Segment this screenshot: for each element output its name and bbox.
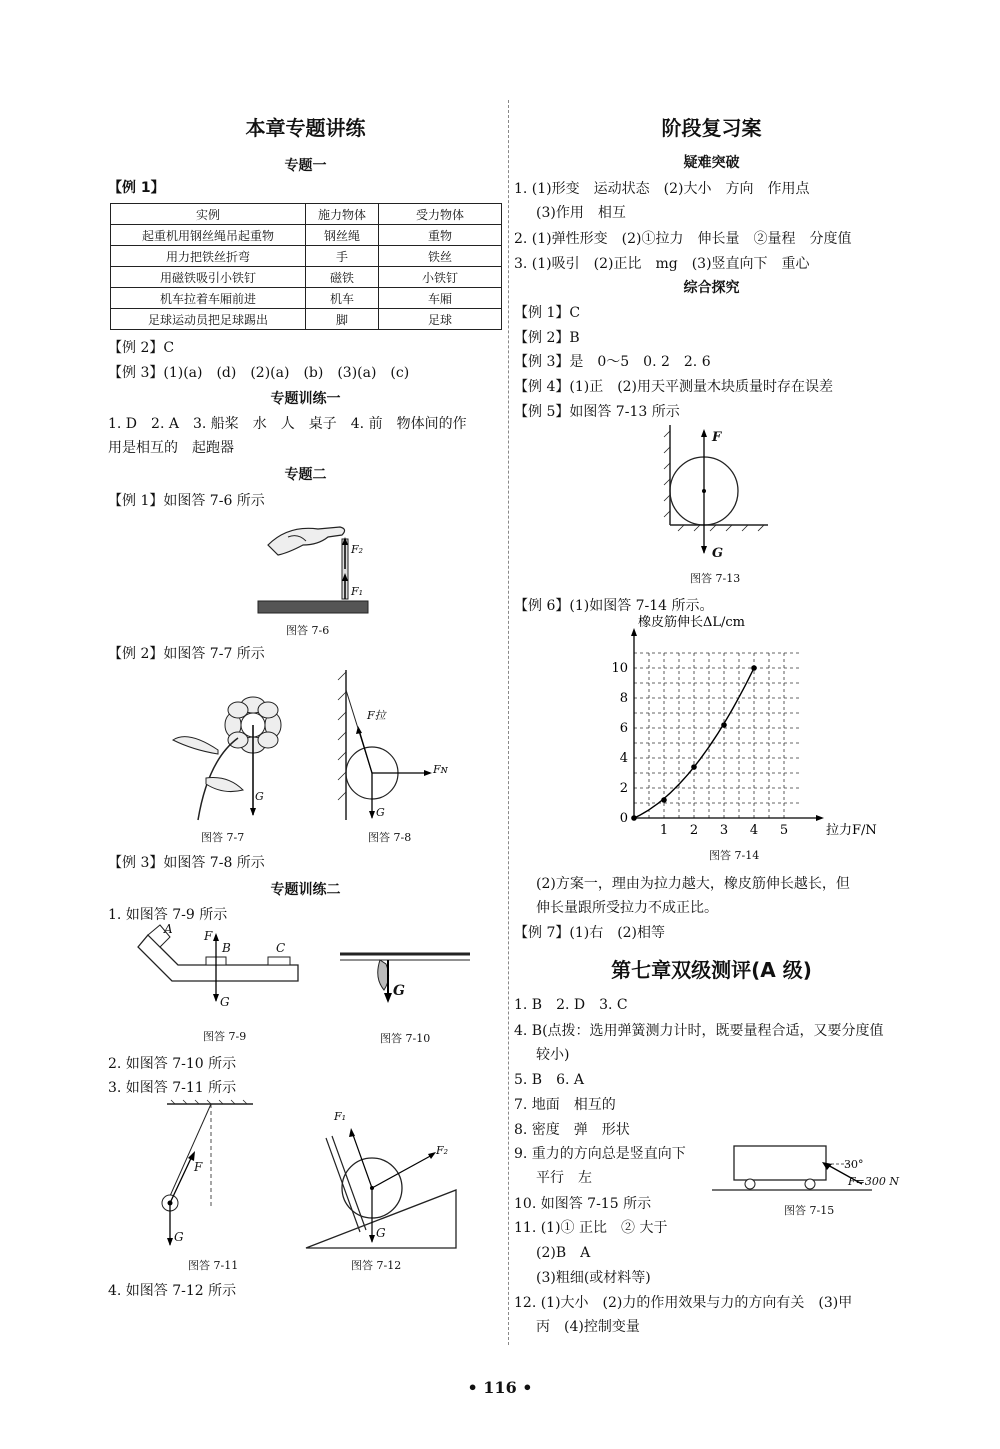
force-label: F <box>194 1160 203 1174</box>
figure-caption: 图答 7-14 <box>709 849 760 862</box>
answer-line: 【例 2】C <box>108 340 175 356</box>
figure-caption: 图答 7-7 <box>201 831 245 844</box>
answer-line: (2)方案一，理由为拉力越大，橡皮筋伸长越长，但 <box>536 876 850 892</box>
force-label: G <box>393 983 405 999</box>
y-axis-arrow <box>631 628 637 636</box>
force-label: G <box>376 806 385 819</box>
topic-heading: 专题训练二 <box>270 882 341 898</box>
answer-line: 2. (1)弹性形变 (2)①拉力 伸长量 ②量程 分度值 <box>514 231 852 247</box>
force-label: F=300 N <box>848 1175 899 1188</box>
answer-line: 【例 2】如图答 7-7 所示 <box>108 646 265 662</box>
answer-line: (2)B A <box>536 1245 591 1261</box>
table-cell: 重物 <box>379 225 502 246</box>
answer-line: 丙 (4)控制变量 <box>536 1319 640 1335</box>
figure-7-8 <box>338 670 448 820</box>
y-tick-label: 6 <box>619 721 628 736</box>
table-row <box>111 309 502 330</box>
table-row <box>111 246 502 267</box>
table-cell: 脚 <box>306 309 379 330</box>
data-point <box>721 722 727 728</box>
answer-line: 伸长量跟所受拉力不成正比。 <box>536 900 718 916</box>
table-cell: 小铁钉 <box>379 267 502 288</box>
answer-line: 用是相互的 起跑器 <box>108 440 234 456</box>
table-cell: 用磁铁吸引小铁钉 <box>111 267 306 288</box>
topic-heading: 专题二 <box>284 467 327 483</box>
force-label: F₁ <box>334 1110 347 1123</box>
answer-line: 【例 2】B <box>514 330 580 346</box>
table-row <box>111 288 502 309</box>
answer-line: 1. 如图答 7-9 所示 <box>108 907 228 923</box>
answer-line: 【例 7】(1)右 (2)相等 <box>514 925 666 941</box>
force-label: F₂ <box>351 543 364 556</box>
column-divider <box>508 100 509 1345</box>
force-label: F <box>204 929 213 943</box>
table-cell: 机车拉着车厢前进 <box>111 288 306 309</box>
figure-7-9 <box>138 925 308 1005</box>
answer-line: (3)粗细(或材料等) <box>536 1270 651 1286</box>
answer-line: (3)作用 相互 <box>536 205 626 221</box>
answer-line: 10. 如图答 7-15 所示 <box>514 1196 652 1212</box>
table-cell: 钢丝绳 <box>306 225 379 246</box>
point-label: A <box>164 922 173 936</box>
subsection-heading: 疑难突破 <box>683 155 740 171</box>
force-label: G <box>174 1230 184 1244</box>
answer-line: 5. B 6. A <box>514 1072 585 1088</box>
answer-line: 【例 4】(1)正 (2)用天平测量木块质量时存在误差 <box>514 379 834 395</box>
figure-7-6 <box>258 515 378 615</box>
subsection-heading: 综合探究 <box>683 280 740 296</box>
y-axis-label: 橡皮筋伸长ΔL/cm <box>638 615 746 630</box>
answer-line: 12. (1)大小 (2)力的作用效果与力的方向有关 (3)甲 <box>514 1295 853 1311</box>
table-header: 受力物体 <box>379 204 502 225</box>
table-cell: 机车 <box>306 288 379 309</box>
table-cell: 足球运动员把足球踢出 <box>111 309 306 330</box>
force-label: F₂ <box>436 1144 449 1157</box>
table-cell: 手 <box>306 246 379 267</box>
y-tick-label: 8 <box>619 691 628 706</box>
answer-line: 1. D 2. A 3. 船桨 水 人 桌子 4. 前 物体间的作 <box>108 416 467 432</box>
x-tick-label: 2 <box>689 823 699 838</box>
section-title: 第七章双级测评(A 级) <box>611 958 812 982</box>
y-tick-label: 4 <box>619 751 628 766</box>
answer-line: 平行 左 <box>536 1170 592 1186</box>
data-point <box>691 764 697 770</box>
answer-line: 3. (1)吸引 (2)正比 mg (3)竖直向下 重心 <box>514 256 810 272</box>
table-cell: 足球 <box>379 309 502 330</box>
y-tick-label: 2 <box>619 781 628 796</box>
answer-line: 较小) <box>536 1047 570 1063</box>
example-label: 【例 1】 <box>108 180 165 196</box>
force-label: G <box>712 546 724 561</box>
force-label: F拉 <box>367 709 386 722</box>
table-cell: 铁丝 <box>379 246 502 267</box>
x-tick-label: 3 <box>719 823 729 838</box>
answer-line: 1. (1)形变 运动状态 (2)大小 方向 作用点 <box>514 181 810 197</box>
figure-7-11 <box>153 1100 253 1250</box>
answer-line: 【例 3】是 0～5 0. 2 2. 6 <box>514 354 711 370</box>
figure-7-14-chart <box>611 615 877 850</box>
data-point <box>661 797 667 803</box>
figure-caption: 图答 7-11 <box>188 1259 239 1272</box>
section-title: 阶段复习案 <box>661 116 762 140</box>
table-cell: 车厢 <box>379 288 502 309</box>
point-label: B <box>222 941 231 955</box>
table-cell: 用力把铁丝折弯 <box>111 246 306 267</box>
force-label: G <box>255 790 264 803</box>
figure-caption: 图答 7-15 <box>784 1204 835 1217</box>
figure-7-13 <box>664 425 774 565</box>
page-number: • 116 • <box>467 1378 533 1397</box>
table-header: 施力物体 <box>306 204 379 225</box>
answer-line: 3. 如图答 7-11 所示 <box>108 1080 237 1096</box>
answer-line: 4. 如图答 7-12 所示 <box>108 1283 237 1299</box>
force-label: F₁ <box>351 585 364 598</box>
x-axis-label: 拉力F/N <box>826 823 877 838</box>
table-header-row <box>111 204 502 225</box>
force-label: F <box>712 430 722 445</box>
answer-line: 8. 密度 弹 形状 <box>514 1122 630 1138</box>
answer-line: 9. 重力的方向总是竖直向下 <box>514 1146 686 1162</box>
force-table <box>110 203 502 330</box>
x-tick-label: 4 <box>749 823 759 838</box>
force-label: G <box>376 1226 386 1240</box>
table-header: 实例 <box>111 204 306 225</box>
figure-caption: 图答 7-8 <box>368 831 412 844</box>
point-label: C <box>276 941 286 955</box>
force-label: Fɴ <box>433 763 448 776</box>
x-axis-arrow <box>816 815 824 821</box>
answer-line: 4. B(点拨：选用弹簧测力计时，既要量程合适，又要分度值 <box>514 1023 884 1039</box>
y-tick-label: 10 <box>611 661 628 676</box>
answer-line: 【例 5】如图答 7-13 所示 <box>514 404 680 420</box>
figure-caption: 图答 7-10 <box>380 1032 431 1045</box>
force-label: G <box>220 995 230 1009</box>
figure-caption: 图答 7-12 <box>351 1259 402 1272</box>
answer-line: 【例 3】如图答 7-8 所示 <box>108 855 265 871</box>
table-cell: 磁铁 <box>306 267 379 288</box>
answer-line: 【例 6】(1)如图答 7-14 所示。 <box>514 598 714 614</box>
answer-line: 11. (1)① 正比 ② 大于 <box>514 1220 668 1236</box>
table-cell: 起重机用钢丝绳吊起重物 <box>111 225 306 246</box>
answer-line: 1. B 2. D 3. C <box>514 997 628 1013</box>
answer-line: 2. 如图答 7-10 所示 <box>108 1056 237 1072</box>
data-point <box>751 665 757 671</box>
left-column <box>108 100 503 1340</box>
answer-line: 【例 3】(1)(a) (d) (2)(a) (b) (3)(a) (c) <box>108 365 410 381</box>
figure-caption: 图答 7-9 <box>203 1030 247 1043</box>
answer-line: 7. 地面 相互的 <box>514 1097 616 1113</box>
topic-heading: 专题训练一 <box>270 391 341 407</box>
data-point <box>631 815 637 821</box>
section-title: 本章专题讲练 <box>245 116 366 140</box>
answer-line: 【例 1】如图答 7-6 所示 <box>108 493 265 509</box>
topic-heading: 专题一 <box>284 158 327 174</box>
angle-label: 30° <box>844 1158 864 1171</box>
y-tick-label: 0 <box>619 811 628 826</box>
table-row <box>111 225 502 246</box>
right-column <box>514 100 909 1340</box>
answer-line: 【例 1】C <box>514 305 581 321</box>
table-row <box>111 267 502 288</box>
x-tick-label: 1 <box>659 823 669 838</box>
figure-caption: 图答 7-13 <box>690 572 741 585</box>
figure-7-10 <box>340 948 470 1008</box>
x-tick-label: 5 <box>779 823 789 838</box>
figure-caption: 图答 7-6 <box>286 624 330 637</box>
